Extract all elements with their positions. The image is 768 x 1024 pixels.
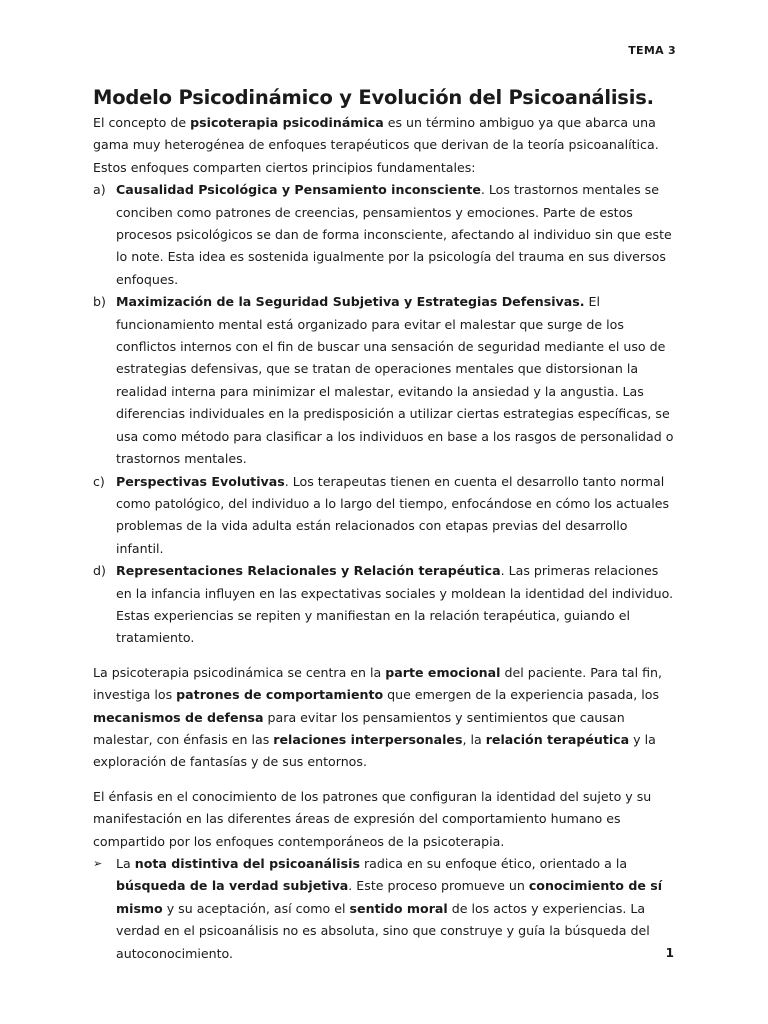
term: relaciones interpersonales	[273, 731, 463, 747]
list-item-text: El funcionamiento mental está organizado para evitar el malestar que surge de los conflictos internos con el fin de buscar una sensación de seguridad mediante el uso de estrategias defensivas, que se tratan de operaciones mentales que distorsionan la realidad interna para minimizar el malestar, evitando la ansiedad y la angustia. Las diferencias individuales en la predisposición a utilizar ciertas estrategias específicas, se usa como método para clasificar a los individuos en base a los rasgos de personalidad o trastornos mentales.	[116, 294, 674, 467]
text: . Este proceso promueve un	[348, 878, 529, 894]
list-item-heading: Perspectivas Evolutivas	[116, 473, 285, 489]
text: , la	[462, 731, 486, 747]
page-number: 1	[665, 946, 674, 960]
list-item-text: . Las primeras relaciones en la infancia influyen en las expectativas sociales y moldean la identidad del individuo. Estas experiencias se repiten y manifiestan en la relación terapéutica, guiando el tratamiento.	[116, 563, 674, 646]
list-marker: c)	[93, 473, 105, 489]
text: para evitar los pensamientos y sentimientos que causan malestar, con énfasis en las	[93, 709, 625, 747]
text: y la exploración de fantasías y de sus entornos.	[93, 731, 656, 770]
list-marker: d)	[93, 563, 106, 579]
term: sentido moral	[349, 900, 448, 916]
term: nota distintiva del psicoanálisis	[134, 856, 360, 871]
text: radica en su enfoque ético, orientado a la	[359, 856, 628, 871]
list-item-text: . Los terapeutas tienen en cuenta el desarrollo tanto normal como patológico, del individuo a lo largo del tiempo, enfocándose en cómo los actuales problemas de la vida adulta están relacionados con etapas previas del desarrollo infantil.	[116, 473, 670, 556]
list-item-b	[93, 291, 676, 470]
document-body	[93, 112, 676, 965]
paragraph-emphasis: El énfasis en el conocimiento de los patrones que configuran la identidad del sujeto y su manifestación en las diferentes áreas de expresión del comportamiento humano es compartido por los enfoques contemporáneos de la psicoterapia.	[93, 788, 652, 849]
paragraph-focus	[93, 662, 676, 774]
term: patrones de comportamiento	[176, 687, 384, 703]
intro-text: El concepto de	[93, 115, 191, 130]
list-marker: a)	[93, 182, 106, 198]
term: relación terapéutica	[485, 731, 630, 747]
bullet-item	[93, 853, 676, 965]
term: búsqueda de la verdad subjetiva	[116, 878, 349, 894]
text: La psicoterapia psicodinámica se centra en la	[93, 664, 386, 680]
list-item-d	[93, 560, 676, 650]
text: que emergen de la experiencia pasada, los	[383, 687, 660, 703]
page-header: TEMA 3	[628, 44, 676, 57]
arrow-bullet-icon: ➢	[93, 857, 103, 870]
list-item-heading: Representaciones Relacionales y Relación terapéutica	[116, 563, 501, 579]
text: del paciente. Para tal fin, investiga los	[93, 664, 662, 703]
text: de los actos y experiencias. La verdad en el psicoanálisis no es absoluta, sino que construye y guía la búsqueda del autoconocimiento.	[116, 900, 650, 961]
list-item-heading: Maximización de la Seguridad Subjetiva y Estrategias Defensivas.	[116, 294, 585, 310]
list-item-heading: Causalidad Psicológica y Pensamiento inconsciente	[116, 182, 481, 198]
list-item-c	[93, 471, 676, 561]
list-marker: b)	[93, 294, 106, 310]
term: mecanismos de defensa	[93, 709, 264, 725]
list-item-a	[93, 179, 676, 291]
intro-text-2: es un término ambiguo ya que abarca una gama muy heterogénea de enfoques terapéuticos que derivan de la teoría psicoanalítica. Estos enfoques comparten ciertos principios fundamentales:	[93, 115, 659, 175]
page-title: Modelo Psicodinámico y Evolución del Psicoanálisis.	[93, 86, 654, 109]
intro-term: psicoterapia psicodinámica	[190, 115, 384, 130]
text: y su aceptación, así como el	[162, 900, 350, 916]
text: La	[116, 856, 135, 871]
term: conocimiento de sí mismo	[116, 878, 663, 916]
intro-paragraph	[93, 112, 676, 179]
list-item-text: . Los trastornos mentales se conciben como patrones de creencias, pensamientos y emociones. Parte de estos procesos psicológicos se dan de forma inconsciente, afectando al individuo sin que este lo note. Esta idea es sostenida igualmente por la psicología del trauma en sus diversos enfoques.	[116, 182, 672, 287]
term: parte emocional	[385, 664, 501, 680]
